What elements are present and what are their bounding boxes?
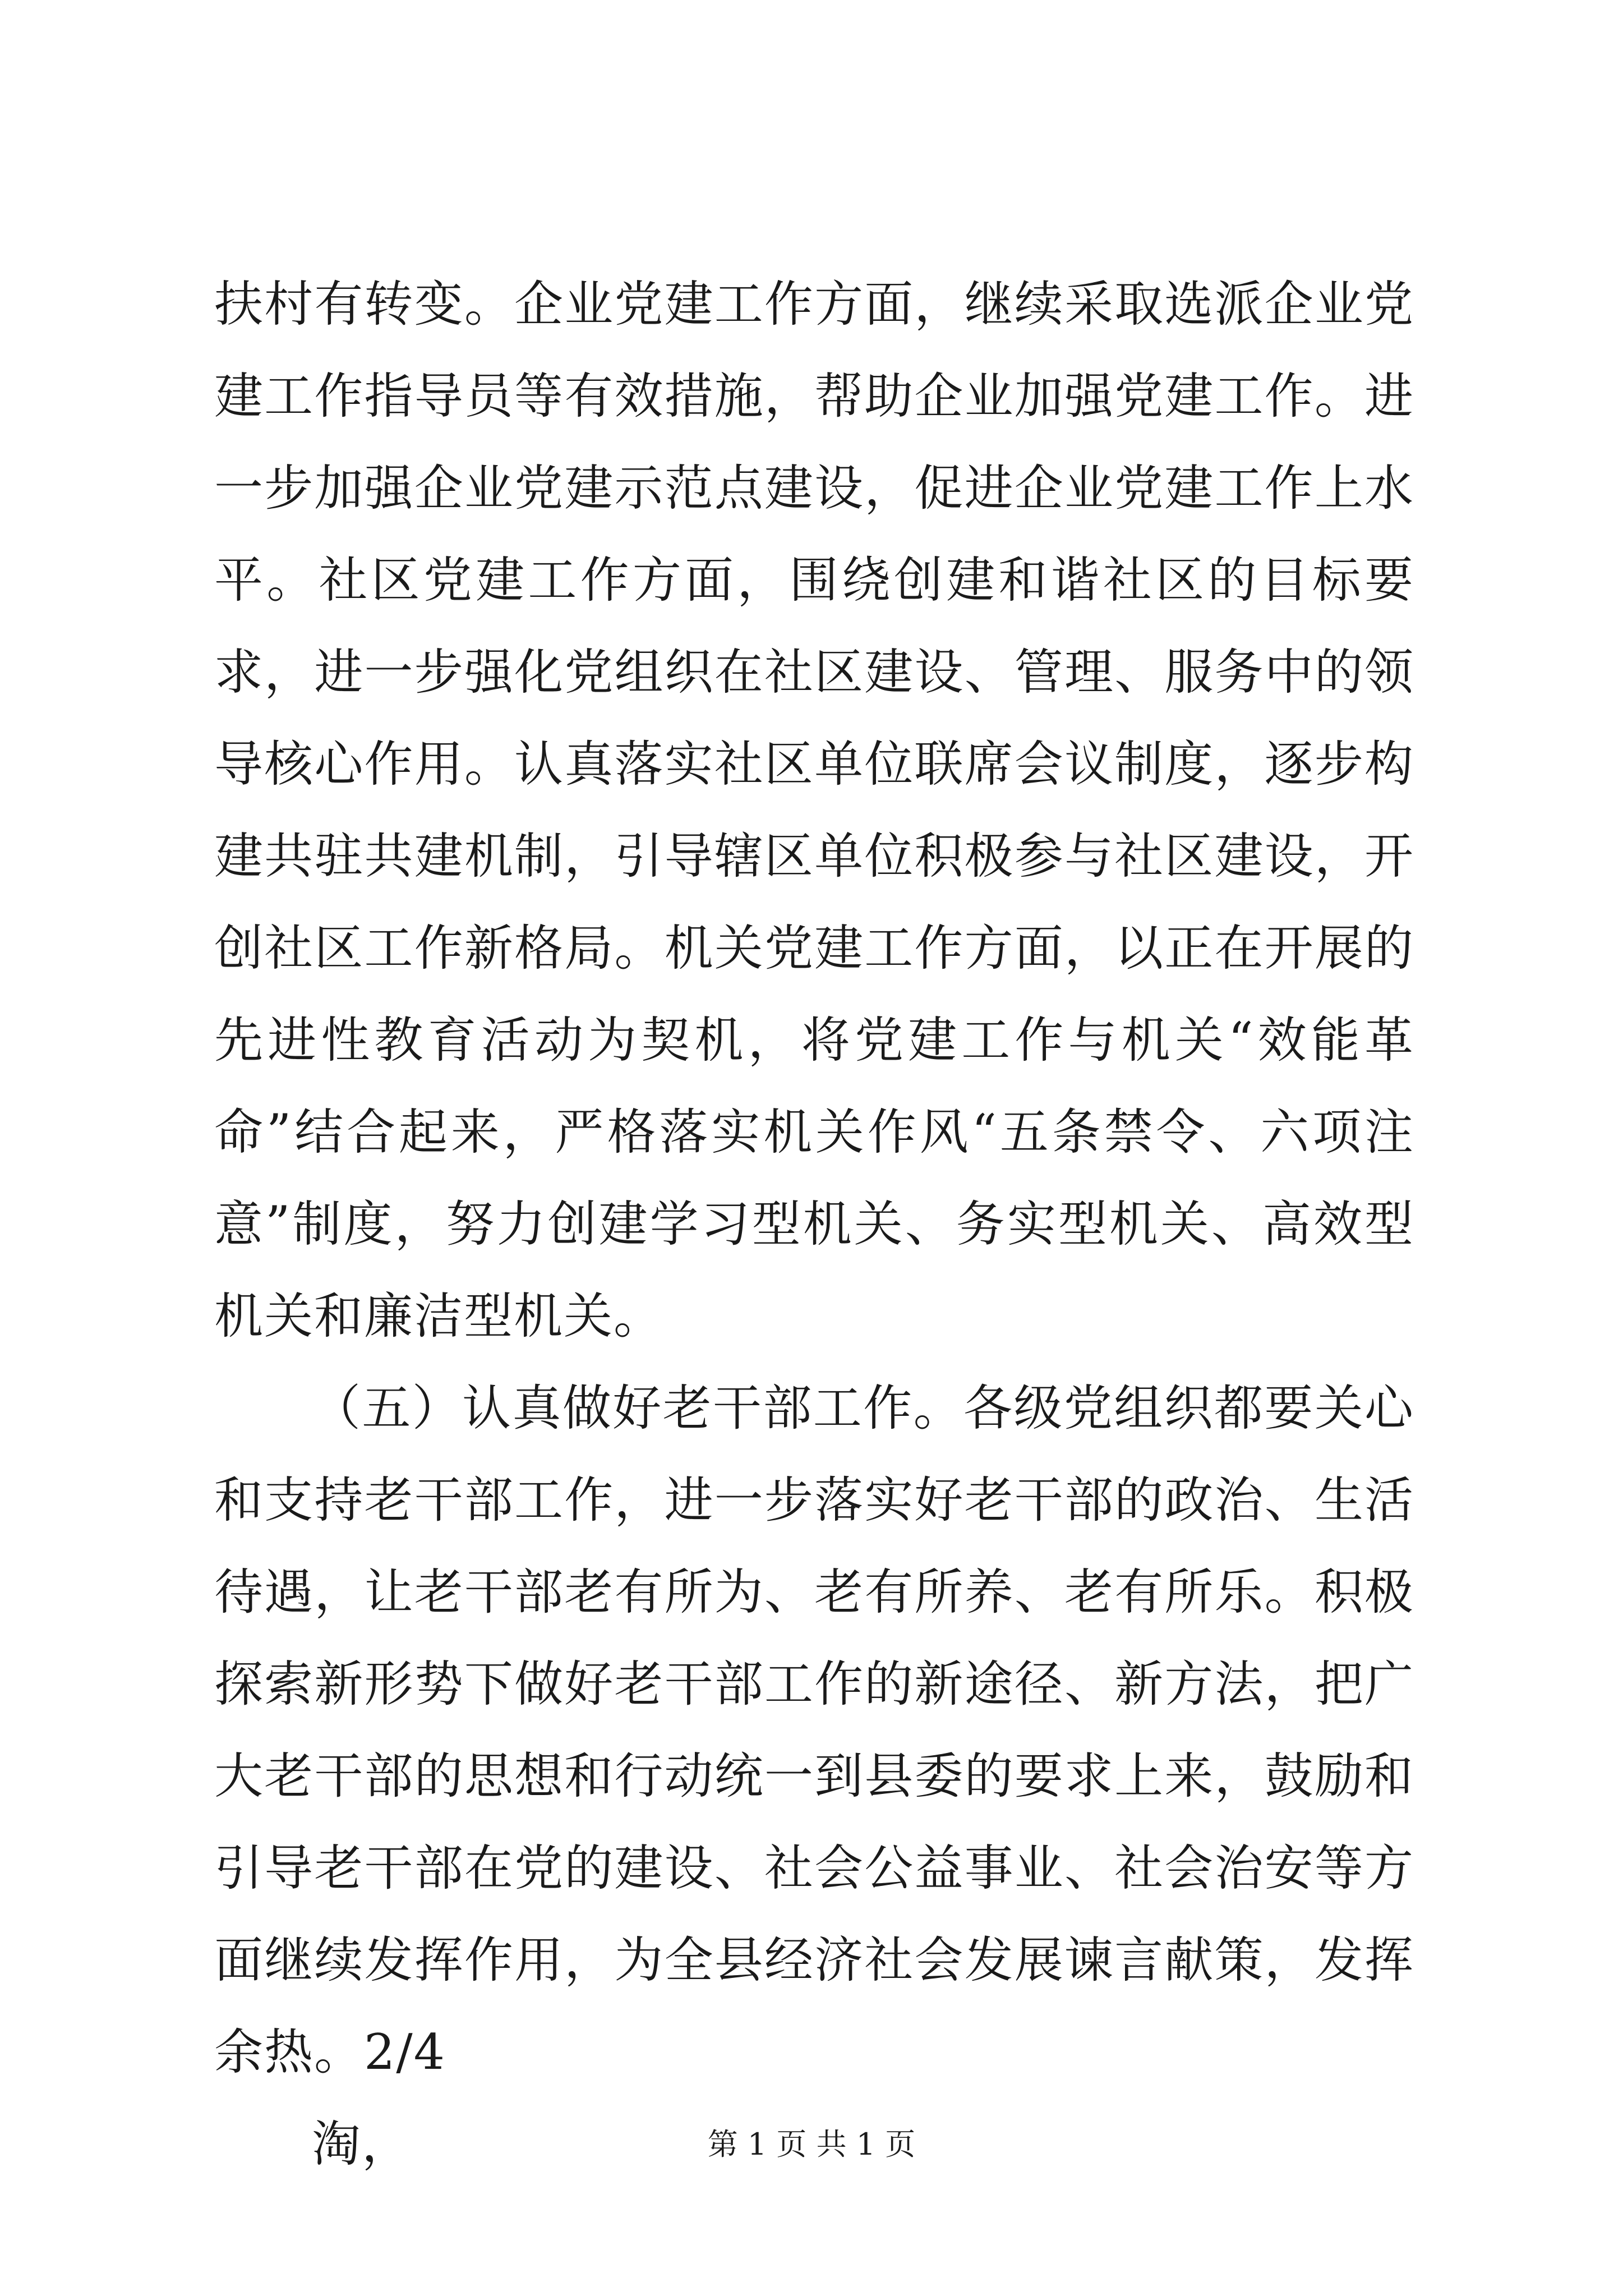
page-footer: 第 1 页 共 1 页: [707, 2127, 916, 2162]
paragraph-fragment: 淘，: [312, 2115, 412, 2173]
document-body: [214, 258, 1414, 2190]
paragraph-party-building: 扶村有转变。企业党建工作方面，继续采取选派企业党建工作指导员等有效措施，帮助企业加强党建工作。进一步加强企业党建示范点建设，促进企业党建工作上水平。社区党建工作方面，围绕创建和谐社区的目标要求，进一步强化党组织在社区建设、管理、服务中的领导核心作用。认真落实社区单位联席会议制度，逐步构建共驻共建机制，引导辖区单位积极参与社区建设，开创社区工作新格局。机关党建工作方面，以正在开展的先进性教育活动为契机，将党建工作与机关“效能革命”结合起来，严格落实机关作风“五条禁令、六项注意”制度，努力创建学习型机关、务实型机关、高效型机关和廉洁型机关。: [214, 275, 1414, 1345]
paragraph-veteran-cadres: （五）认真做好老干部工作。各级党组织都要关心和支持老干部工作，进一步落实好老干部的政治、生活待遇，让老干部老有所为、老有所养、老有所乐。积极探索新形势下做好老干部工作的新途径、新方法，把广大老干部的思想和行动统一到县委的要求上来，鼓励和引导老干部在党的建设、社会公益事业、社会治安等方面继续发挥作用，为全县经济社会发展谏言献策，发挥余热。2/4: [214, 1379, 1414, 2081]
